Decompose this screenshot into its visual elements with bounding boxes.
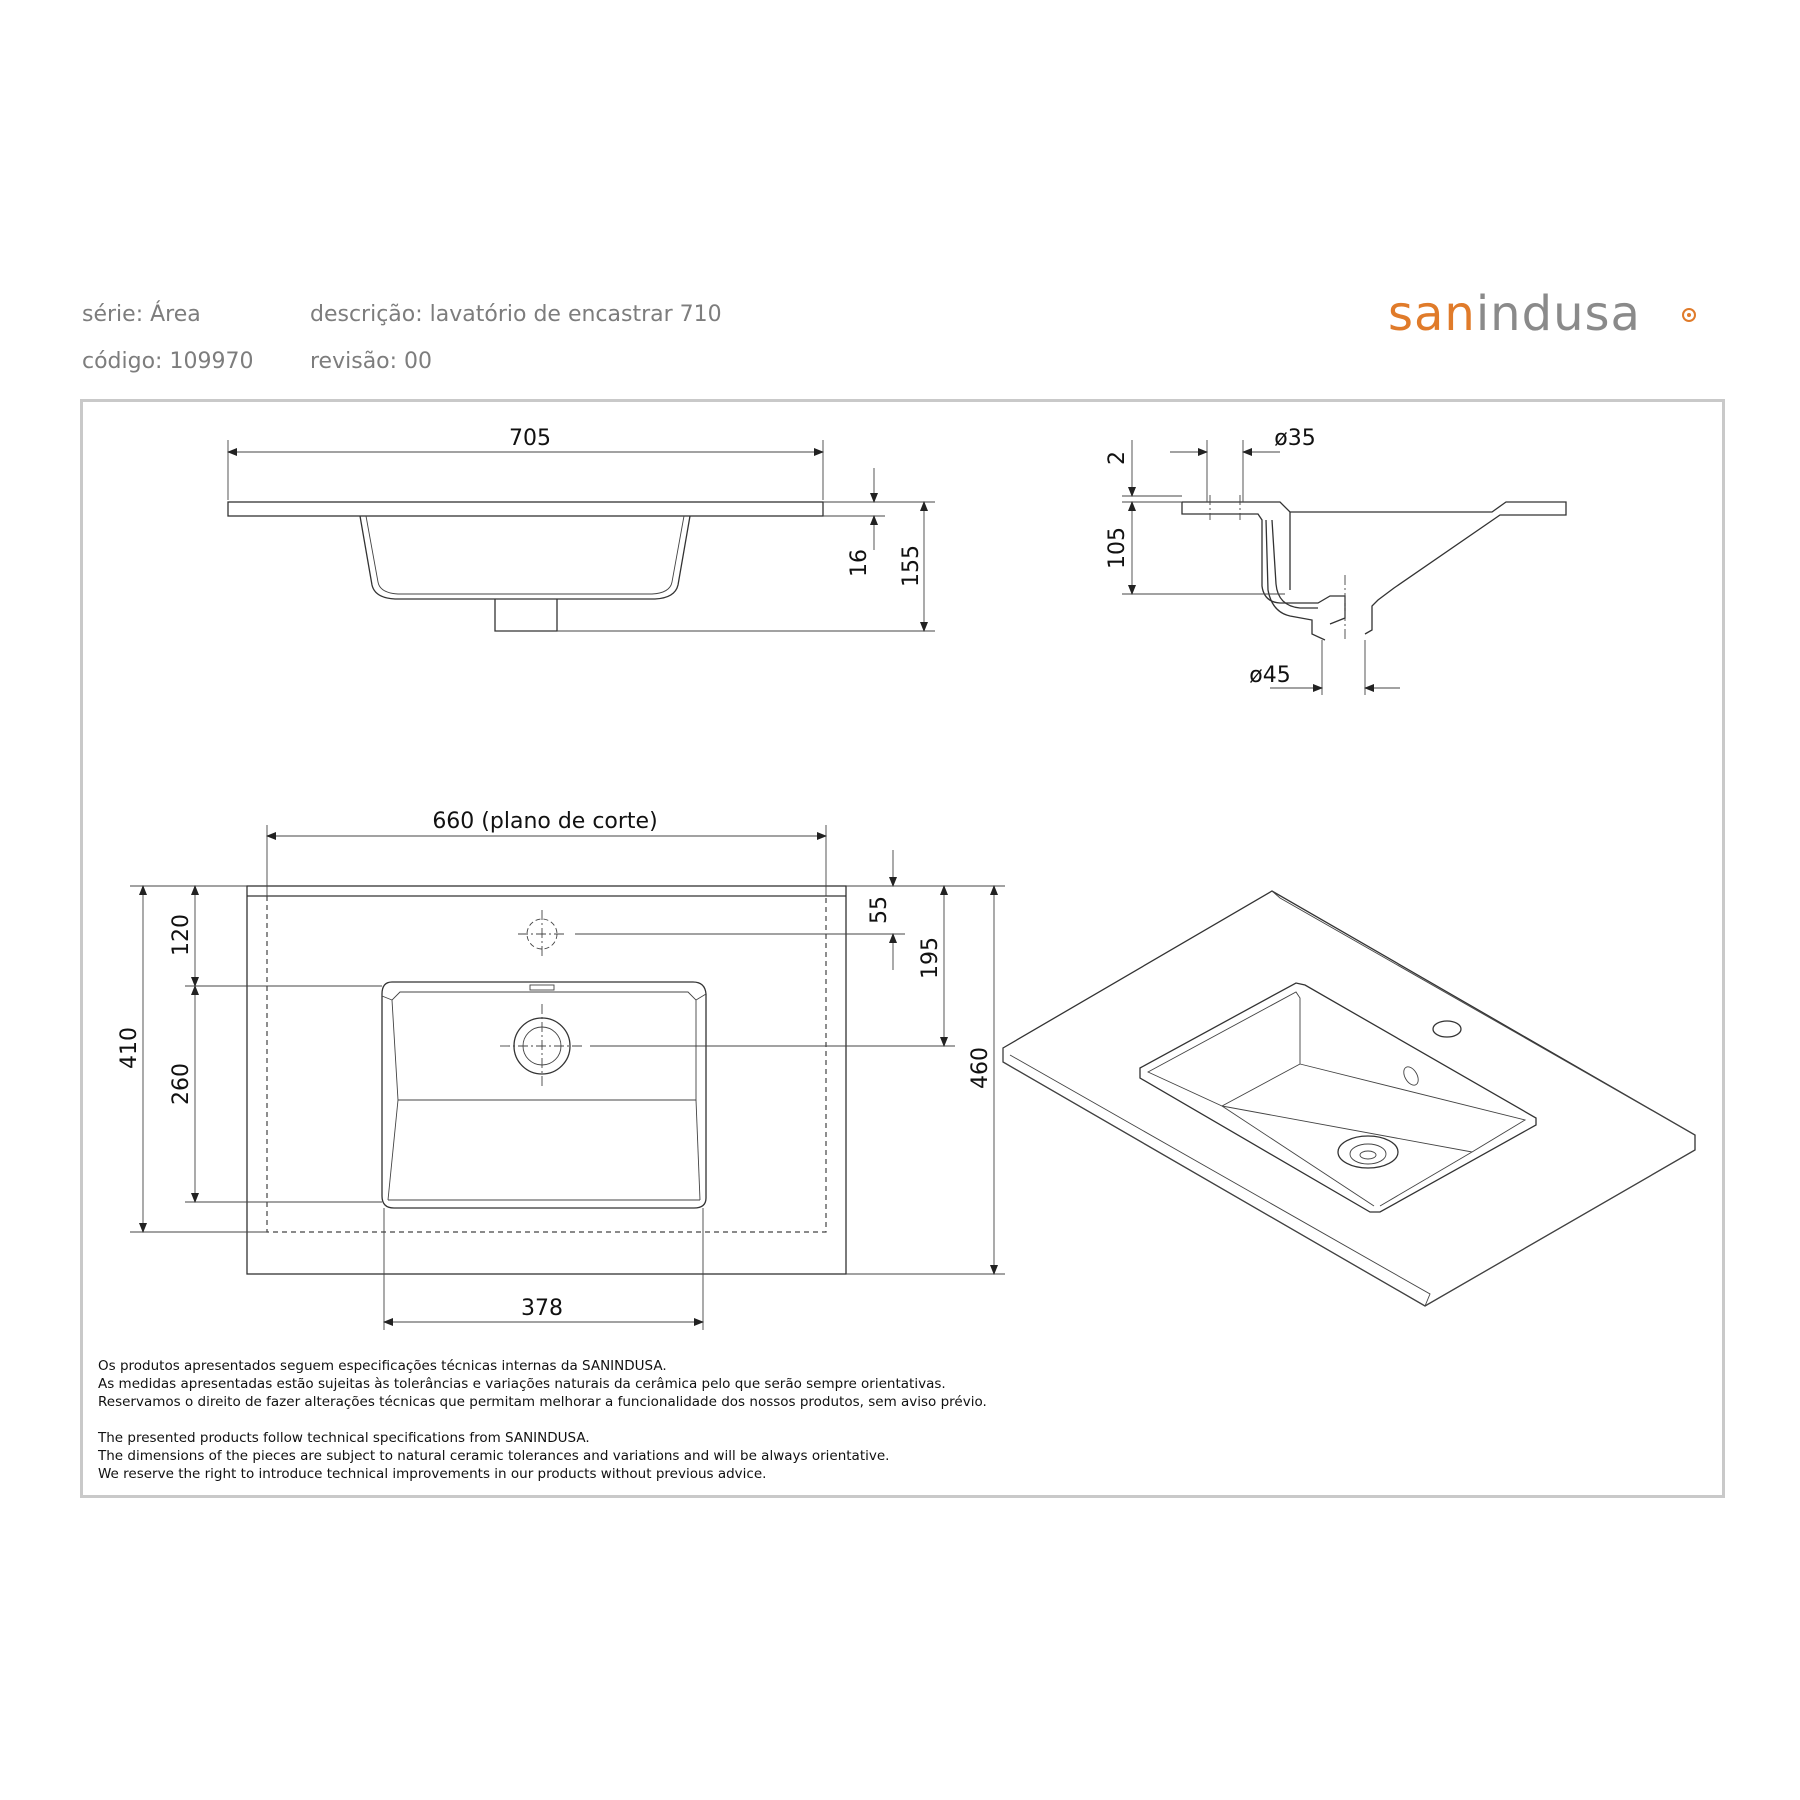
plan-view [247, 886, 846, 1274]
dim-105-label: 105 [1105, 527, 1130, 569]
descricao-label: descrição: lavatório de encastrar 710 [310, 302, 722, 327]
dim-410-label: 410 [117, 1027, 142, 1069]
dim-460-label: 460 [968, 1047, 993, 1089]
note-en-2: The dimensions of the pieces are subject to natural ceramic tolerances and variations and will be always orientative. [98, 1448, 890, 1464]
logo-part-san: san [1388, 286, 1476, 342]
revisao-label: revisão: 00 [310, 349, 433, 374]
section-inner [1182, 502, 1345, 624]
note-en-3: We reserve the right to introduce technical improvements in our products without previous advice. [98, 1466, 767, 1482]
dim-195-label: 195 [918, 937, 943, 979]
front-dimensions [228, 426, 935, 631]
section-outline [1182, 502, 1566, 634]
note-pt-1: Os produtos apresentados seguem especificações técnicas internas da SANINDUSA. [98, 1358, 667, 1374]
front-bowl-inner [366, 516, 684, 594]
plan-dimensions [117, 809, 1005, 1330]
plan-bowl-outer [382, 982, 706, 1208]
front-elevation-view [228, 502, 823, 631]
iso-bowl-back-wall [1148, 992, 1300, 1106]
iso-bowl-floor [1222, 1064, 1525, 1152]
overflow-slot [530, 985, 554, 990]
dim-705-label: 705 [509, 426, 551, 451]
serie-label: série: Área [82, 302, 201, 327]
dim-660-label: 660 (plano de corte) [432, 809, 658, 834]
disclaimer-notes [98, 1357, 987, 1483]
section-dimensions [1105, 426, 1400, 695]
bowl-corner [696, 994, 706, 1000]
iso-overflow [1401, 1064, 1421, 1087]
dim-35-label: ø35 [1274, 426, 1316, 451]
note-en-1: The presented products follow technical specifications from SANINDUSA. [98, 1430, 590, 1446]
bowl-slope [388, 1100, 398, 1200]
plan-outline [247, 886, 846, 1274]
iso-drain-outer [1338, 1136, 1398, 1168]
front-bowl [360, 516, 690, 599]
logo-part-indusa: indusa [1475, 286, 1641, 342]
note-pt-2: As medidas apresentadas estão sujeitas às tolerâncias e variações naturais da cerâmica pelo que serão sempre orientativas. [98, 1376, 946, 1392]
iso-right-edge [1425, 1150, 1695, 1306]
dim-16-label: 16 [847, 549, 872, 577]
iso-top-outline [1003, 891, 1695, 1306]
iso-tap-hole [1433, 1021, 1461, 1037]
iso-front-bevel [1003, 1055, 1430, 1306]
bowl-slope [696, 1100, 700, 1200]
dim-260-label: 260 [169, 1063, 194, 1105]
dim-45-label: ø45 [1249, 663, 1291, 688]
front-drain [495, 599, 557, 631]
dim-155-label: 155 [899, 545, 924, 587]
iso-drain-center [1360, 1151, 1376, 1159]
dim-120-label: 120 [169, 914, 194, 956]
front-rim [228, 502, 823, 516]
section-wall [1266, 520, 1325, 640]
isometric-view [1003, 891, 1695, 1306]
iso-bowl-rim [1140, 983, 1536, 1212]
dim-55-label: 55 [867, 896, 892, 924]
section-wall-inner [1272, 520, 1318, 608]
dim-2-label: 2 [1105, 451, 1130, 465]
iso-bowl-front-edge [1222, 1106, 1374, 1206]
note-pt-3: Reservamos o direito de fazer alterações técnicas que permitam melhorar a funcionalidade dos nossos produtos, sem aviso prévio. [98, 1394, 987, 1410]
codigo-label: código: 109970 [82, 349, 254, 374]
iso-drain-inner [1350, 1144, 1386, 1164]
dim-378-label: 378 [521, 1296, 563, 1321]
bowl-corner [382, 996, 392, 1000]
section-view [1182, 495, 1566, 640]
